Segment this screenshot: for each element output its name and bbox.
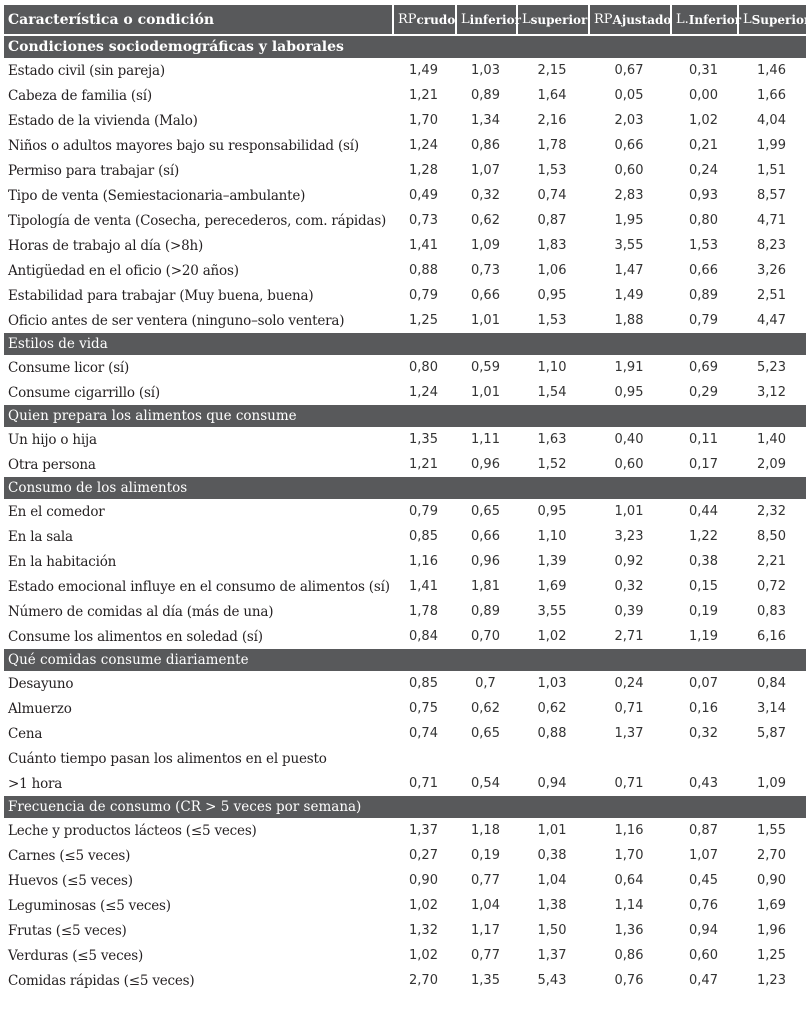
cell-value: 0,74 <box>537 188 567 203</box>
cell-value: 1,96 <box>757 923 786 938</box>
cell-value: 0,95 <box>537 288 567 303</box>
cell-value: 0,90 <box>409 873 438 888</box>
cell-value: 2,32 <box>757 504 786 519</box>
cell-value: 1,10 <box>537 529 567 544</box>
row-label: Cabeza de familia (sí) <box>8 87 152 104</box>
cell-value: 0,24 <box>614 676 644 691</box>
cell-value: 0,07 <box>689 676 718 691</box>
header-rp-crudo: RP crudo <box>392 5 455 34</box>
cell-value: 2,71 <box>614 629 644 644</box>
cell-value: 0,76 <box>614 973 644 988</box>
cell-value: 0,84 <box>757 676 786 691</box>
cell-value: 0,89 <box>471 88 500 103</box>
row-label: Antigüedad en el oficio (>20 años) <box>8 262 239 279</box>
table-row <box>4 258 806 283</box>
cell-value: 1,83 <box>537 238 567 253</box>
cell-value: 0,38 <box>689 554 718 569</box>
cell-value: 1,24 <box>409 385 438 400</box>
cell-value: 1,66 <box>757 88 786 103</box>
cell-value: 1,50 <box>537 923 567 938</box>
cell-value: 8,23 <box>757 238 786 253</box>
row-label: Número de comidas al día (más de una) <box>8 603 274 620</box>
table-row <box>4 133 806 158</box>
section-header: Qué comidas consume diariamente <box>4 649 806 671</box>
cell-value: 0,67 <box>614 63 644 78</box>
cell-value: 0,94 <box>689 923 718 938</box>
cell-value: 4,04 <box>757 113 786 128</box>
cell-value: 1,41 <box>409 579 438 594</box>
cell-value: 0,05 <box>614 88 644 103</box>
cell-value: 1,19 <box>689 629 718 644</box>
table-row <box>4 452 806 477</box>
table-row <box>4 158 806 183</box>
cell-value: 4,71 <box>757 213 786 228</box>
cell-value: 0,73 <box>471 263 500 278</box>
row-label: Un hijo o hija <box>8 431 97 448</box>
cell-value: 1,01 <box>471 313 500 328</box>
cell-value: 0,80 <box>409 360 438 375</box>
row-label: En la habitación <box>8 553 117 570</box>
cell-value: 0,79 <box>409 504 438 519</box>
row-label: Estabilidad para trabajar (Muy buena, buena) <box>8 287 314 304</box>
table-row <box>4 574 806 599</box>
cell-value: 1,02 <box>537 629 567 644</box>
table-row <box>4 83 806 108</box>
cell-value: 0,77 <box>471 948 500 963</box>
cell-value: 0,79 <box>689 313 718 328</box>
cell-value: 0,92 <box>614 554 644 569</box>
cell-value: 1,06 <box>537 263 567 278</box>
row-label: Estado emocional influye en el consumo de alimentos (sí) <box>8 578 390 595</box>
row-label: Oficio antes de ser ventera (ninguno–solo ventera) <box>8 312 345 329</box>
table-header-row <box>4 5 811 34</box>
cell-value: 1,37 <box>537 948 567 963</box>
cell-value: 0,95 <box>537 504 567 519</box>
table-row <box>4 208 806 233</box>
cell-value: 1,69 <box>757 898 786 913</box>
table-row <box>4 524 806 549</box>
cell-value: 0,73 <box>409 213 438 228</box>
cell-value: 0,70 <box>471 629 500 644</box>
cell-value: 0,00 <box>689 88 718 103</box>
cell-value: 0,40 <box>614 432 644 447</box>
cell-value: 0,80 <box>689 213 718 228</box>
cell-value: 0,49 <box>409 188 438 203</box>
cell-value: 2,70 <box>757 848 786 863</box>
table-row <box>4 599 806 624</box>
row-label: Leguminosas (≤5 veces) <box>8 897 171 914</box>
cell-value: 0,24 <box>689 163 718 178</box>
cell-value: 1,21 <box>409 88 438 103</box>
cell-value: 1,91 <box>614 360 644 375</box>
cell-value: 1,10 <box>537 360 567 375</box>
cell-value: 0,88 <box>537 726 567 741</box>
header-l-inferior-adj: L. Inferior <box>670 5 737 34</box>
row-label: En la sala <box>8 528 73 545</box>
cell-value: 1,78 <box>409 604 438 619</box>
cell-value: 1,18 <box>471 823 500 838</box>
cell-value: 1,53 <box>689 238 718 253</box>
row-label: Comidas rápidas (≤5 veces) <box>8 972 195 989</box>
row-label: Estado de la vivienda (Malo) <box>8 112 198 129</box>
row-label: Consume licor (sí) <box>8 359 130 376</box>
table-row <box>4 943 806 968</box>
cell-value: 0,75 <box>409 701 438 716</box>
cell-value: 6,16 <box>757 629 786 644</box>
cell-value: 1,49 <box>409 63 438 78</box>
row-label: Niños o adultos mayores bajo su responsabilidad (sí) <box>8 137 359 154</box>
cell-value: 1,37 <box>409 823 438 838</box>
cell-value: 0,83 <box>757 604 786 619</box>
table-row <box>4 671 806 696</box>
cell-value: 1,34 <box>471 113 500 128</box>
cell-value: 0,86 <box>471 138 500 153</box>
table-row <box>4 843 806 868</box>
table-row <box>4 746 806 771</box>
cell-value: 0,62 <box>471 213 500 228</box>
cell-value: 0,64 <box>614 873 644 888</box>
cell-value: 0,87 <box>537 213 567 228</box>
cell-value: 1,81 <box>471 579 500 594</box>
section-header: Estilos de vida <box>4 333 806 355</box>
cell-value: 0,59 <box>471 360 500 375</box>
cell-value: 1,09 <box>471 238 500 253</box>
cell-value: 1,64 <box>537 88 567 103</box>
table-row <box>4 624 806 649</box>
table-row <box>4 183 806 208</box>
cell-value: 0,11 <box>689 432 718 447</box>
cell-value: 2,70 <box>409 973 438 988</box>
cell-value: 1,88 <box>614 313 644 328</box>
cell-value: 0,87 <box>689 823 718 838</box>
cell-value: 0,85 <box>409 529 438 544</box>
cell-value: 1,16 <box>614 823 644 838</box>
cell-value: 1,23 <box>757 973 786 988</box>
cell-value: 8,57 <box>757 188 786 203</box>
cell-value: 1,41 <box>409 238 438 253</box>
header-characteristic: Característica o condición <box>8 11 215 28</box>
cell-value: 1,24 <box>409 138 438 153</box>
section-header: Quien prepara los alimentos que consume <box>4 405 806 427</box>
cell-value: 1,52 <box>537 457 567 472</box>
header-l-inferior: L inferior <box>455 5 516 34</box>
cell-value: 1,35 <box>471 973 500 988</box>
cell-value: 0,66 <box>471 288 500 303</box>
cell-value: 1,69 <box>537 579 567 594</box>
cell-value: 0,85 <box>409 676 438 691</box>
cell-value: 1,95 <box>614 213 644 228</box>
cell-value: 0,90 <box>757 873 786 888</box>
cell-value: 1,49 <box>614 288 644 303</box>
cell-value: 0,95 <box>614 385 644 400</box>
table-row <box>4 308 806 333</box>
table-row <box>4 868 806 893</box>
header-rp-ajustado: RP Ajustado <box>588 5 670 34</box>
cell-value: 1,63 <box>537 432 567 447</box>
cell-value: 0,32 <box>689 726 718 741</box>
cell-value: 0,72 <box>757 579 786 594</box>
cell-value: 0,79 <box>409 288 438 303</box>
cell-value: 0,71 <box>614 776 644 791</box>
cell-value: 0,60 <box>614 163 644 178</box>
cell-value: 0,7 <box>475 676 496 691</box>
cell-value: 3,26 <box>757 263 786 278</box>
cell-value: 1,37 <box>614 726 644 741</box>
row-label: Tipo de venta (Semiestacionaria–ambulante) <box>8 187 306 204</box>
table-body <box>4 36 806 993</box>
table-row <box>4 380 806 405</box>
cell-value: 1,51 <box>757 163 786 178</box>
cell-value: 0,96 <box>471 554 500 569</box>
table-row <box>4 355 806 380</box>
cell-value: 0,16 <box>689 701 718 716</box>
cell-value: 8,50 <box>757 529 786 544</box>
cell-value: 1,01 <box>471 385 500 400</box>
table-row <box>4 771 806 796</box>
cell-value: 1,35 <box>409 432 438 447</box>
header-l-superior-adj: L Superior <box>737 5 806 34</box>
cell-value: 1,03 <box>471 63 500 78</box>
section-header: Frecuencia de consumo (CR > 5 veces por semana) <box>4 796 806 818</box>
cell-value: 0,44 <box>689 504 718 519</box>
cell-value: 1,54 <box>537 385 567 400</box>
cell-value: 0,89 <box>471 604 500 619</box>
cell-value: 1,07 <box>471 163 500 178</box>
cell-value: 1,01 <box>537 823 567 838</box>
cell-value: 3,55 <box>537 604 567 619</box>
cell-value: 1,07 <box>689 848 718 863</box>
cell-value: 1,70 <box>614 848 644 863</box>
cell-value: 1,47 <box>614 263 644 278</box>
cell-value: 1,39 <box>537 554 567 569</box>
row-label: Tipología de venta (Cosecha, perecederos, com. rápidas) <box>8 212 387 229</box>
table-row <box>4 818 806 843</box>
cell-value: 0,39 <box>614 604 644 619</box>
cell-value: 0,71 <box>614 701 644 716</box>
cell-value: 0,66 <box>614 138 644 153</box>
cell-value: 2,15 <box>537 63 567 78</box>
cell-value: 5,87 <box>757 726 786 741</box>
section-header: Consumo de los alimentos <box>4 477 806 499</box>
cell-value: 0,76 <box>689 898 718 913</box>
cell-value: 1,16 <box>409 554 438 569</box>
row-label: Cuánto tiempo pasan los alimentos en el puesto <box>8 750 327 767</box>
cell-value: 0,47 <box>689 973 718 988</box>
cell-value: 0,29 <box>689 385 718 400</box>
cell-value: 4,47 <box>757 313 786 328</box>
row-label: Verduras (≤5 veces) <box>8 947 144 964</box>
cell-value: 2,16 <box>537 113 567 128</box>
cell-value: 0,84 <box>409 629 438 644</box>
table-row <box>4 108 806 133</box>
cell-value: 0,45 <box>689 873 718 888</box>
row-label: Almuerzo <box>8 700 72 717</box>
cell-value: 3,55 <box>614 238 644 253</box>
cell-value: 0,65 <box>471 726 500 741</box>
cell-value: 1,78 <box>537 138 567 153</box>
cell-value: 2,83 <box>614 188 644 203</box>
cell-value: 1,02 <box>409 898 438 913</box>
cell-value: 0,66 <box>471 529 500 544</box>
cell-value: 0,69 <box>689 360 718 375</box>
cell-value: 0,43 <box>689 776 718 791</box>
cell-value: 1,53 <box>537 163 567 178</box>
cell-value: 1,55 <box>757 823 786 838</box>
cell-value: 1,38 <box>537 898 567 913</box>
cell-value: 0,60 <box>689 948 718 963</box>
cell-value: 1,25 <box>409 313 438 328</box>
cell-value: 3,23 <box>614 529 644 544</box>
row-label: Estado civil (sin pareja) <box>8 62 165 79</box>
cell-value: 0,21 <box>689 138 718 153</box>
table-row <box>4 283 806 308</box>
table-row <box>4 549 806 574</box>
cell-value: 1,09 <box>757 776 786 791</box>
cell-value: 3,12 <box>757 385 786 400</box>
cell-value: 1,32 <box>409 923 438 938</box>
cell-value: 0,94 <box>537 776 567 791</box>
row-label: Permiso para trabajar (sí) <box>8 162 180 179</box>
cell-value: 2,03 <box>614 113 644 128</box>
cell-value: 1,21 <box>409 457 438 472</box>
cell-value: 1,36 <box>614 923 644 938</box>
table-row <box>4 918 806 943</box>
row-label: Carnes (≤5 veces) <box>8 847 131 864</box>
row-label: Otra persona <box>8 456 96 473</box>
cell-value: 1,25 <box>757 948 786 963</box>
cell-value: 0,31 <box>689 63 718 78</box>
cell-value: 0,27 <box>409 848 438 863</box>
cell-value: 0,19 <box>689 604 718 619</box>
table-row <box>4 893 806 918</box>
cell-value: 5,23 <box>757 360 786 375</box>
cell-value: 0,86 <box>614 948 644 963</box>
row-label: >1 hora <box>8 775 63 792</box>
row-label: Huevos (≤5 veces) <box>8 872 133 889</box>
cell-value: 2,21 <box>757 554 786 569</box>
cell-value: 0,96 <box>471 457 500 472</box>
table-row <box>4 968 806 993</box>
cell-value: 0,32 <box>614 579 644 594</box>
table-row <box>4 721 806 746</box>
row-label: Frutas (≤5 veces) <box>8 922 127 939</box>
cell-value: 0,74 <box>409 726 438 741</box>
cell-value: 0,38 <box>537 848 567 863</box>
cell-value: 2,09 <box>757 457 786 472</box>
cell-value: 1,53 <box>537 313 567 328</box>
row-label: Horas de trabajo al día (>8h) <box>8 237 204 254</box>
table-row <box>4 233 806 258</box>
cell-value: 1,04 <box>537 873 567 888</box>
cell-value: 0,17 <box>689 457 718 472</box>
cell-value: 0,62 <box>471 701 500 716</box>
cell-value: 0,19 <box>471 848 500 863</box>
cell-value: 1,04 <box>471 898 500 913</box>
cell-value: 1,14 <box>614 898 644 913</box>
section-header: Condiciones sociodemográficas y laborales <box>4 36 806 58</box>
row-label: En el comedor <box>8 503 105 520</box>
cell-value: 1,01 <box>614 504 644 519</box>
cell-value: 1,02 <box>409 948 438 963</box>
cell-value: 0,60 <box>614 457 644 472</box>
cell-value: 0,62 <box>537 701 567 716</box>
cell-value: 1,46 <box>757 63 786 78</box>
row-label: Desayuno <box>8 675 74 692</box>
cell-value: 1,70 <box>409 113 438 128</box>
cell-value: 0,65 <box>471 504 500 519</box>
cell-value: 5,43 <box>537 973 567 988</box>
cell-value: 1,22 <box>689 529 718 544</box>
cell-value: 0,15 <box>689 579 718 594</box>
cell-value: 0,71 <box>409 776 438 791</box>
cell-value: 1,99 <box>757 138 786 153</box>
cell-value: 1,02 <box>689 113 718 128</box>
cell-value: 1,40 <box>757 432 786 447</box>
cell-value: 1,03 <box>537 676 567 691</box>
cell-value: 0,66 <box>689 263 718 278</box>
cell-value: 0,93 <box>689 188 718 203</box>
table-row <box>4 58 806 83</box>
header-l-superior: L superior <box>516 5 588 34</box>
table-row <box>4 499 806 524</box>
row-label: Consume los alimentos en soledad (sí) <box>8 628 263 645</box>
cell-value: 1,28 <box>409 163 438 178</box>
cell-value: 1,17 <box>471 923 500 938</box>
cell-value: 0,88 <box>409 263 438 278</box>
data-table <box>4 5 811 993</box>
cell-value: 0,32 <box>471 188 500 203</box>
table-row <box>4 696 806 721</box>
cell-value: 3,14 <box>757 701 786 716</box>
cell-value: 0,89 <box>689 288 718 303</box>
table-row <box>4 427 806 452</box>
cell-value: 2,51 <box>757 288 786 303</box>
cell-value: 0,54 <box>471 776 500 791</box>
row-label: Leche y productos lácteos (≤5 veces) <box>8 822 257 839</box>
cell-value: 1,11 <box>471 432 500 447</box>
row-label: Consume cigarrillo (sí) <box>8 384 160 401</box>
row-label: Cena <box>8 725 43 742</box>
cell-value: 0,77 <box>471 873 500 888</box>
